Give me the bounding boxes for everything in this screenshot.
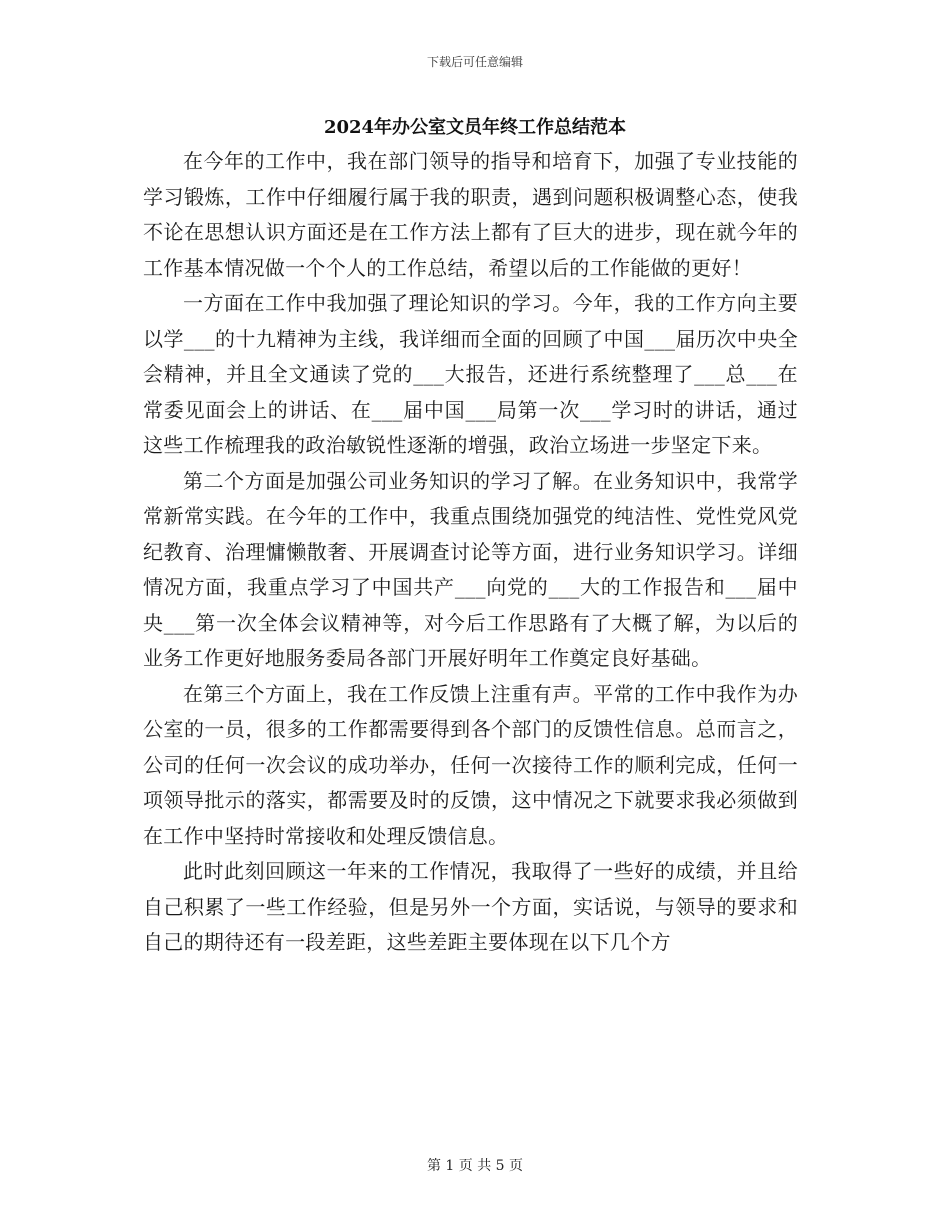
paragraph-intro: 在今年的工作中，我在部门领导的指导和培育下，加强了专业技能的学习锻炼，工作中仔细履行属于我的职责，遇到问题积极调整心态，使我不论在思想认识方面还是在工作方法上都有了巨大的进步，现在就今年的工作基本情况做一个个人的工作总结，希望以后的工作能做的更好！ [143, 149, 798, 280]
paragraph-feedback: 在第三个方面上，我在工作反馈上注重有声。平常的工作中我作为办公室的一员，很多的工作都需要得到各个部门的反馈性信息。总而言之，公司的任何一次会议的成功举办，任何一次接待工作的顺利完成，任何一项领导批示的落实，都需要及时的反馈，这中情况之下就要求我必须做到在工作中坚持时常接收和处理反馈信息。 [143, 681, 798, 848]
document-body [143, 144, 798, 961]
page-header-note: 下载后可任意编辑 [426, 55, 523, 69]
paragraph-theory-study: 一方面在工作中我加强了理论知识的学习。今年，我的工作方向主要以学___的十九精神为主线，我详细而全面的回顾了中国___届历次中央全会精神，并且全文通读了党的___大报告，还进行系统整理了___总___在常委见面会上的讲话、在___届中国___局第一次___学习时的讲话，通过这些工作梳理我的政治敏锐性逐渐的增强，政治立场进一步坚定下来。 [143, 291, 798, 457]
page-number-footer: 第 1 页 共 5 页 [426, 1158, 524, 1174]
paragraph-review: 此时此刻回顾这一年来的工作情况，我取得了一些好的成绩，并且给自己积累了一些工作经验，但是另外一个方面，实话说，与领导的要求和自己的期待还有一段差距，这些差距主要体现在以下几个方 [143, 859, 798, 954]
document-title: 2024年办公室文员年终工作总结范本 [323, 117, 627, 138]
paragraph-business-knowledge: 第二个方面是加强公司业务知识的学习了解。在业务知识中，我常学常新常实践。在今年的工作中，我重点围绕加强党的纯洁性、党性党风党纪教育、治理慵懒散奢、开展调查讨论等方面，进行业务知识学习。详细情况方面，我重点学习了中国共产___向党的___大的工作报告和___届中央___第一次全体会议精神等，对今后工作思路有了大概了解，为以后的业务工作更好地服务委局各部门开展好明年工作奠定良好基础。 [143, 468, 798, 670]
